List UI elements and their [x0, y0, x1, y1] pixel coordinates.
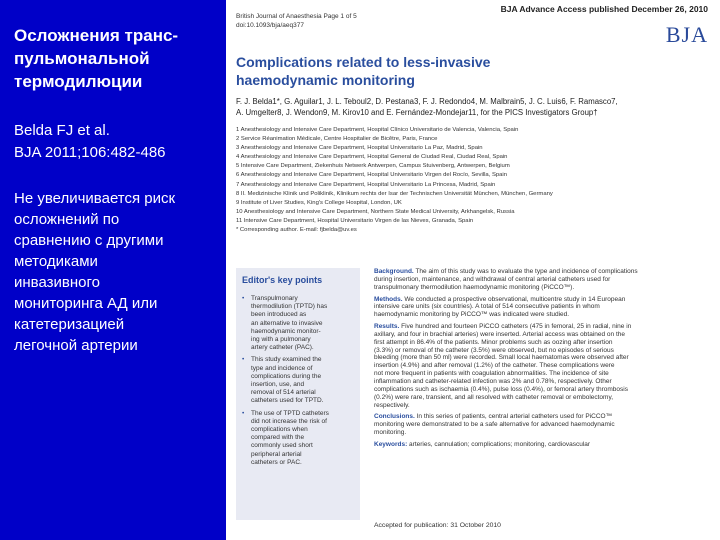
- citation-authors: Belda FJ et al.: [14, 122, 110, 139]
- key-point-line: insertion, use, and: [251, 381, 305, 389]
- key-point-line: type and incidence of: [251, 364, 313, 372]
- key-point: [242, 410, 329, 467]
- affiliation: 10 Anesthesiology and Intensive Care Department, Northern State Medical University, Arkhangelsk, Russia: [236, 208, 515, 215]
- key-point-line: peripheral arterial: [251, 450, 302, 458]
- corresponding-author: * Corresponding author. E-mail: fjbelda@uv.es: [236, 227, 357, 234]
- abstract-line: [374, 268, 714, 276]
- citation-journal: BJA 2011;106:482-486: [14, 144, 166, 161]
- paper-title: [236, 53, 490, 89]
- summary-line: осложнений по: [14, 211, 120, 228]
- paper-image: [226, 0, 720, 540]
- advance-access-banner: BJA Advance Access published December 26, 2010: [500, 4, 708, 14]
- abstract-line: during insertion, maintenance, and withdrawal of central arterial catheters used for: [374, 275, 611, 283]
- abstract-line: not more frequent in patients with coagulation abnormalities. The incidence of site: [374, 370, 609, 378]
- bullet-icon: •: [242, 295, 245, 302]
- citation: [14, 120, 220, 164]
- paper-title-line: haemodynamic monitoring: [236, 72, 415, 88]
- abstract-background: [374, 268, 714, 292]
- slide-left-panel: [0, 0, 226, 540]
- paper-title-line: Complications related to less-invasive: [236, 54, 491, 70]
- summary-line: методиками: [14, 253, 98, 270]
- abstract-keywords: [374, 441, 714, 449]
- abstract-line: [374, 323, 714, 331]
- summary-line: сравнению с другими: [14, 232, 164, 249]
- slide-title-line: Осложнения транс-: [14, 26, 179, 45]
- key-point-line: Transpulmonary: [251, 295, 298, 302]
- journal-line: British Journal of Anaesthesia Page 1 of 5: [236, 13, 357, 20]
- affiliation: 5 Intensive Care Department, Ziekenhuis Netwerk Antwerpen, Campus Stuivenberg, Antwerpen, Belgium: [236, 163, 510, 170]
- key-point-line: catheters or PAC.: [251, 458, 302, 466]
- abstract-text: The aim of this study was to evaluate the type and incidence of complications: [415, 268, 638, 275]
- abstract-line: [374, 296, 714, 304]
- key-point-line: did not increase the risk of: [251, 417, 327, 425]
- bullet-icon: •: [242, 409, 245, 417]
- background-label: Background.: [374, 268, 414, 275]
- author-line: A. Umgelter8, J. Wendon9, M. Kirov10 and E. Fernández-Mondejar11, for the PICS Investigators Group†: [236, 107, 598, 117]
- summary-line: мониторинга АД или: [14, 295, 158, 312]
- key-point-line: ing with a pulmonary: [251, 336, 311, 344]
- affiliation: 11 Intensive Care Department, Hospital Universitario Virgen de las Nieves, Granada, Spain: [236, 217, 474, 224]
- abstract-line: (0.2%) were rare, transient, and all resolved with catheter removal or embolectomy,: [374, 393, 614, 401]
- conclusions-label: Conclusions.: [374, 413, 415, 421]
- keywords-text: arteries, cannulation; complications; monitoring, cardiovascular: [409, 440, 591, 448]
- affiliation: 1 Anesthesiology and Intensive Care Department, Hospital Clínico Universitario de Valencia, Valencia, Spain: [236, 127, 519, 133]
- abstract-line: bleeding (more than 50 ml) were recorded. Small local haematomas were observed after: [374, 354, 629, 362]
- key-point-line: commonly used short: [251, 442, 313, 450]
- affiliation: 2 Service Réanimation Médicale, Centre Hospitalier de Bicêtre, Paris, France: [236, 136, 438, 143]
- summary-line: Не увеличивается риск: [14, 190, 176, 207]
- key-point-line: an alternative to invasive: [251, 319, 323, 327]
- affiliation-list: [236, 126, 553, 235]
- abstract: [374, 268, 714, 453]
- key-point: [242, 295, 329, 352]
- key-point-line: The use of TPTD catheters: [251, 409, 329, 417]
- methods-label: Methods.: [374, 295, 403, 303]
- slide-title-line: термодилюции: [14, 72, 143, 91]
- abstract-text: Five hundred and fourteen PiCCO catheters (475 in femoral, 25 in radial, nine in: [401, 323, 632, 331]
- accepted-date: Accepted for publication: 31 October 2010: [374, 522, 501, 529]
- abstract-line: haemodynamic monitoring by PiCCO™ was indicated were studied.: [374, 311, 570, 319]
- summary-text: [14, 188, 220, 356]
- affiliation: 3 Anesthesiology and Intensive Care Department, Hospital Universitario La Paz, Madrid, Spain: [236, 145, 483, 152]
- key-point-line: thermodilution (TPTD) has: [251, 303, 328, 311]
- bullet-icon: •: [242, 356, 245, 364]
- abstract-line: transpulmonary thermodilution haemodynamic monitoring (PiCCO™).: [374, 283, 575, 291]
- abstract-line: inflammation and catheter-related infection was 2% and 0.78%, respectively. Other: [374, 377, 612, 385]
- abstract-line: complications such as ischaemia (0.4%), pulse loss (0.4%), or femoral artery thrombosis: [374, 385, 628, 393]
- key-point-line: catheters used for TPTD.: [251, 397, 324, 405]
- summary-line: инвазивного: [14, 274, 100, 291]
- affiliation: 8 II. Medizinische Klinik und Poliklinik, Klinikum rechts der Isar der Technischen Universität München, München, Germany: [236, 190, 553, 197]
- author-line: F. J. Belda1*, G. Aguilar1, J. L. Teboul2, D. Pestana3, F. J. Redondo4, M. Malbrain5, J. C. Luis6, F. Ramasco7,: [236, 97, 618, 106]
- abstract-line: [374, 413, 714, 421]
- affiliation: 9 Institute of Liver Studies, King's College Hospital, London, UK: [236, 199, 402, 206]
- abstract-line: axillary, and four in brachial arteries) were inserted. Arterial access was obtained on the: [374, 330, 625, 338]
- affiliation: 4 Anesthesiology and Intensive Care Department, Hospital General de Ciudad Real, Ciudad Real, Spain: [236, 154, 508, 161]
- key-points-title: Editor's key points: [242, 275, 323, 285]
- abstract-text: In this series of patients, central arterial catheters used for PiCCO™: [416, 413, 613, 421]
- abstract-line: (3.3%) or removal of the catheter (3.5%) were observed, but no episodes of serious: [374, 346, 614, 354]
- abstract-line: respectively.: [374, 401, 410, 409]
- abstract-line: [374, 441, 714, 449]
- abstract-methods: [374, 296, 714, 320]
- abstract-conclusions: [374, 413, 714, 437]
- results-label: Results.: [374, 323, 400, 331]
- affiliation: 6 Anesthesiology and Intensive Care Department, Hospital Universitario Virgen del Rocío, Sevilla, Spain: [236, 172, 508, 179]
- slide-title: [14, 24, 220, 93]
- key-points-list: [242, 295, 329, 471]
- abstract-line: intensive care units (six countries). A total of 514 consecutive patients in whom: [374, 303, 600, 311]
- abstract-line: first attempt in 86.4% of the patients. Minor problems such as oozing after insertion: [374, 338, 613, 346]
- key-point-line: compared with the: [251, 434, 305, 442]
- summary-line: легочной артерии: [14, 337, 138, 354]
- abstract-line: monitoring.: [374, 429, 407, 437]
- slide-title-line: пульмональной: [14, 49, 150, 68]
- key-point-line: been introduced as: [251, 311, 307, 319]
- doi: doi:10.1093/bja/aeq377: [236, 22, 304, 29]
- abstract-results: [374, 323, 714, 409]
- bja-logo: BJA: [665, 22, 708, 47]
- keywords-label: Keywords:: [374, 440, 408, 448]
- abstract-line: insertion (4.9%) and after removal (1.2%) of the catheter. These complications were: [374, 362, 615, 370]
- affiliation: 7 Anesthesiology and Intensive Care Department, Hospital Universitario La Princesa, Madrid, Spain: [236, 181, 496, 188]
- key-point-line: complications when: [251, 426, 308, 434]
- key-point: [242, 356, 329, 405]
- abstract-text: We conducted a prospective observational, multicentre study in 14 European: [404, 295, 626, 303]
- key-point-line: complications during the: [251, 372, 322, 380]
- abstract-line: monitoring were demonstrated to be a safe alternative for advanced haemodynamic: [374, 421, 615, 429]
- key-point-line: haemodynamic monitor-: [251, 327, 321, 335]
- key-point-line: artery catheter (PAC).: [251, 344, 314, 352]
- key-point-line: removal of 514 arterial: [251, 389, 316, 397]
- summary-line: катетеризацией: [14, 316, 125, 333]
- key-points-box: [236, 268, 360, 520]
- key-point-line: This study examined the: [251, 356, 322, 364]
- author-list: [236, 97, 618, 118]
